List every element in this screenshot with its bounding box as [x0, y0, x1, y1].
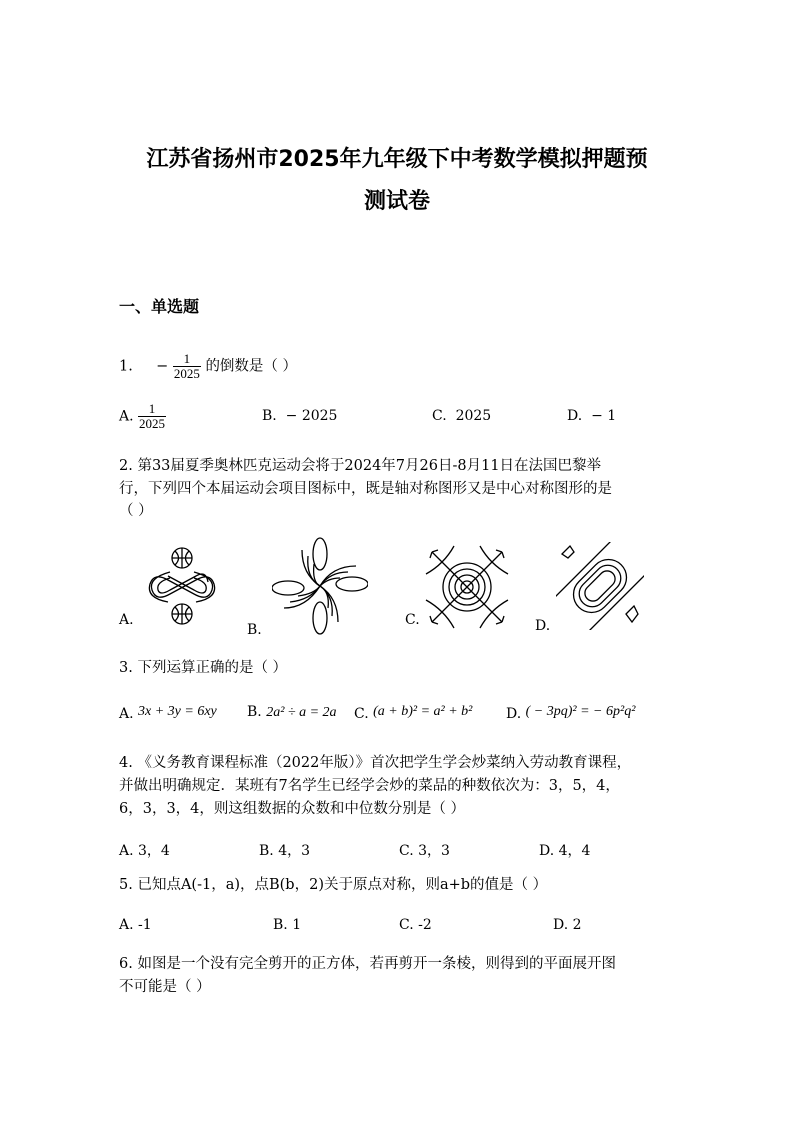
q3-option-a [119, 704, 217, 722]
fraction [138, 402, 166, 431]
q4-option-a: A. 3，4 [119, 843, 170, 859]
q2-option-c-label: C. [405, 612, 420, 628]
icon-running-track [556, 542, 644, 630]
q4-option-d: D. 4，4 [539, 843, 591, 859]
question-4-line1: 4. 《义务教育课程标准（2022年版）》首次把学生学会炒菜纳入劳动教育课程， [119, 755, 632, 771]
document-title-line2: 测试卷 [363, 189, 430, 214]
question-6-line2: 不可能是（ ） [119, 979, 211, 995]
document-title-line1: 江苏省扬州市2025年九年级下中考数学模拟押题预 [146, 147, 648, 172]
q2-option-d-label: D. [535, 618, 551, 634]
option-expression: ( − 3pq)² = − 6p²q² [525, 704, 636, 719]
option-label: D. [567, 408, 583, 424]
question-1 [119, 352, 297, 381]
q1-option-a [119, 402, 166, 431]
q5-option-c: C. -2 [399, 917, 432, 933]
q4-option-b: B. 4，3 [259, 843, 311, 859]
option-label: B. [262, 408, 277, 424]
question-4-line3: 6，3，3，4，则这组数据的众数和中位数分别是（ ） [119, 801, 466, 817]
icon-swirl-petals [272, 536, 368, 636]
fraction-denominator: 2025 [173, 366, 200, 381]
question-4-line2: 并做出明确规定．某班有7名学生已经学会炒的菜品的种数依次为：3，5，4， [119, 778, 620, 794]
icon-basketball-knot [140, 544, 224, 628]
option-label: D. [506, 706, 522, 722]
q3-option-c [354, 704, 472, 722]
question-stem: 的倒数是（ ） [205, 358, 298, 375]
option-label: A. [119, 408, 134, 425]
fraction [173, 352, 201, 381]
fraction-denominator: 2025 [139, 416, 166, 431]
icon-archery-target [424, 544, 510, 630]
question-2-line1: 2. 第33届夏季奥林匹克运动会将于2024年7月26日-8月11日在法国巴黎举 [119, 458, 602, 474]
option-text: − 2025 [285, 408, 338, 424]
fraction-numerator: 1 [148, 401, 156, 416]
q1-option-c [432, 408, 491, 424]
q4-option-c: C. 3，3 [399, 843, 450, 859]
option-text: − 1 [591, 408, 617, 424]
option-label: B. [247, 704, 262, 720]
q3-option-b [247, 704, 337, 721]
option-label: A. [119, 706, 134, 722]
q1-option-b [262, 408, 337, 424]
negative-sign: − [156, 358, 169, 375]
option-expression: (a + b)² = a² + b² [373, 704, 473, 719]
q3-option-d [506, 704, 635, 722]
option-label: C. [432, 408, 447, 424]
q1-option-d [567, 408, 616, 424]
question-5-stem: 5. 已知点A(-1，a)，点B(b，2)关于原点对称，则a+b的值是（ ） [119, 877, 548, 893]
q5-option-a: A. -1 [119, 917, 152, 933]
section-heading: 一、单选题 [119, 297, 200, 316]
question-6-line1: 6. 如图是一个没有完全剪开的正方体，若再剪开一条棱，则得到的平面展开图 [119, 956, 616, 972]
question-2-line2: 行，下列四个本届运动会项目图标中，既是轴对称图形又是中心对称图形的是 [119, 481, 612, 497]
option-expression: 3x + 3y = 6xy [138, 704, 217, 719]
option-text: 2025 [455, 408, 492, 424]
q2-option-b-label: B. [247, 622, 262, 638]
question-3-stem: 3. 下列运算正确的是（ ） [119, 660, 288, 676]
question-number: 1. [119, 358, 133, 375]
option-label: C. [354, 706, 369, 722]
fraction-numerator: 1 [183, 351, 191, 366]
q5-option-d: D. 2 [553, 917, 582, 933]
q2-option-a-label: A. [119, 612, 134, 628]
option-expression: 2a² ÷ a = 2a [266, 705, 337, 720]
q5-option-b: B. 1 [273, 917, 302, 933]
question-2-line3: （ ） [119, 503, 153, 519]
